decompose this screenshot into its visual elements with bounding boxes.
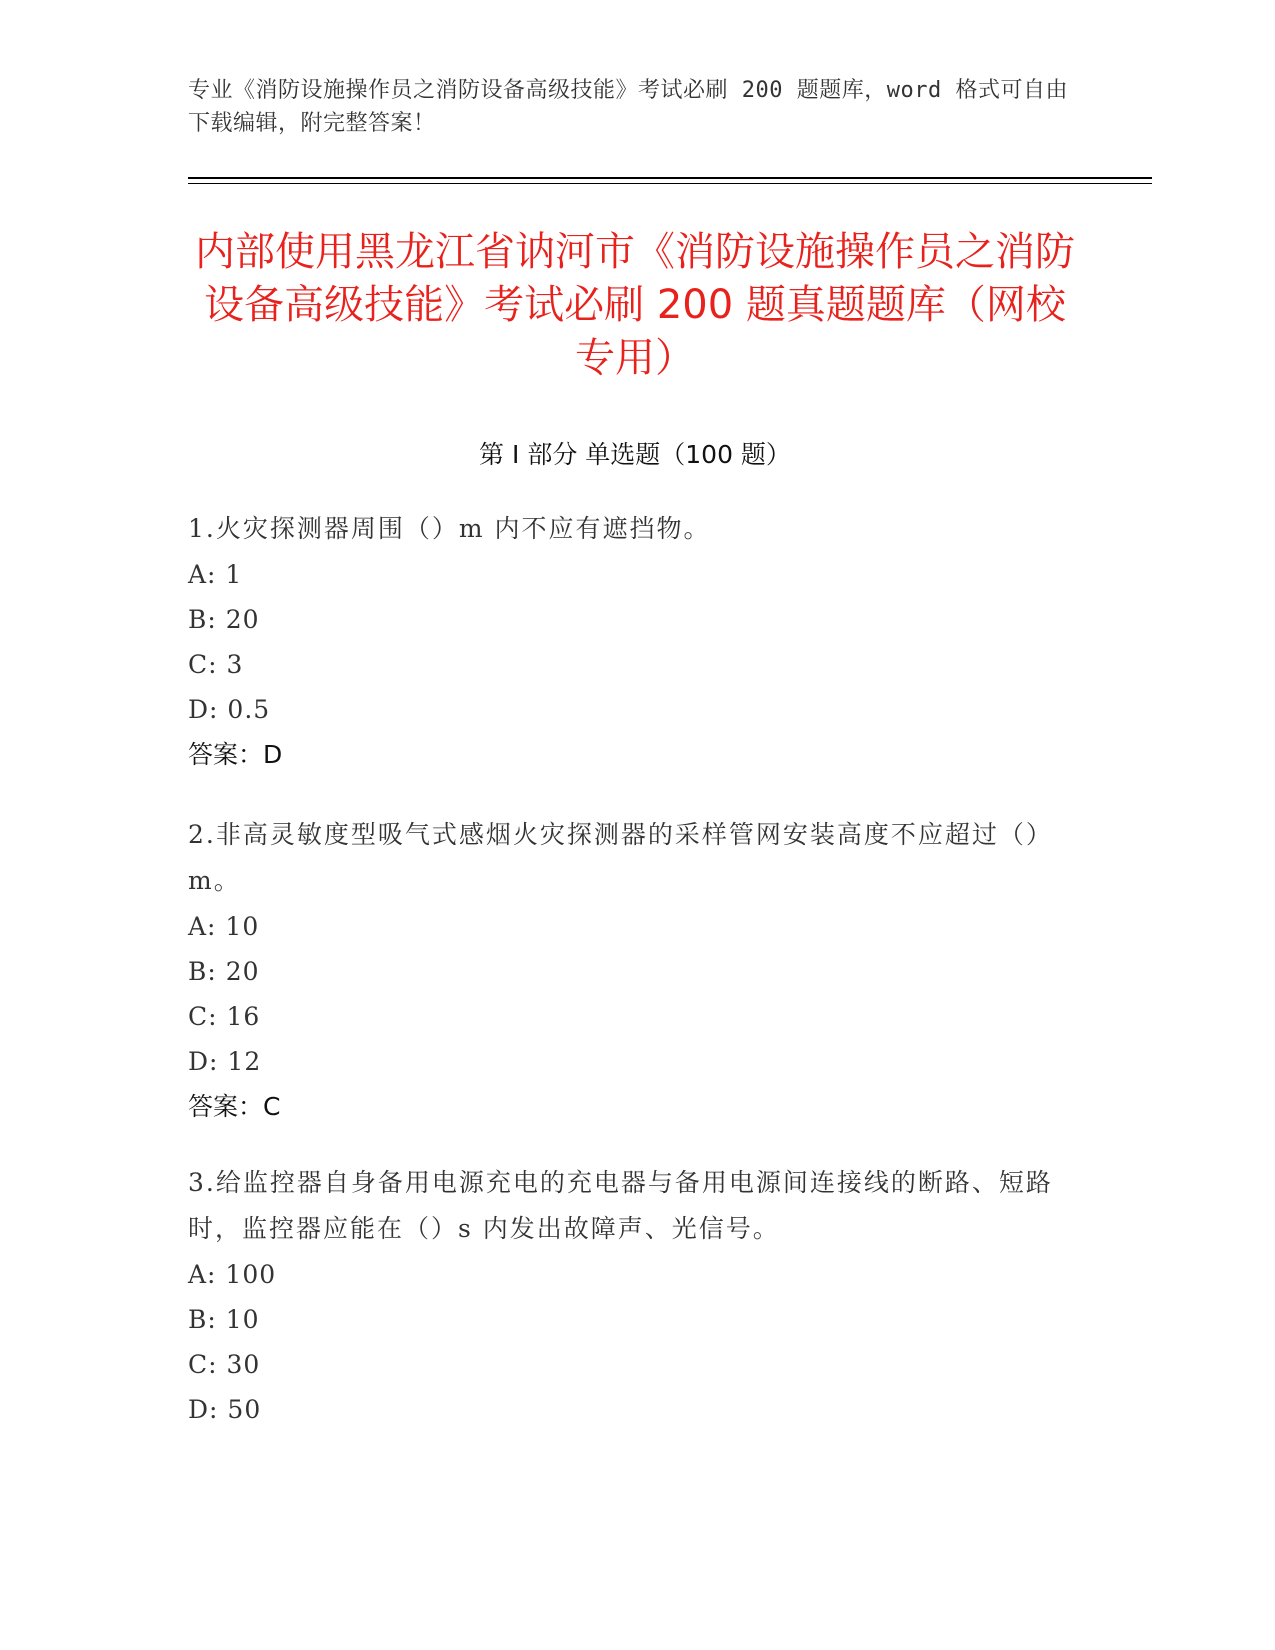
header-divider-thin bbox=[188, 183, 1152, 184]
option-a: A: 10 bbox=[188, 912, 260, 941]
option-a: A: 1 bbox=[188, 560, 243, 589]
option-a: A: 100 bbox=[188, 1260, 277, 1289]
option-c: C: 30 bbox=[188, 1350, 261, 1379]
answer-text: 答案：D bbox=[188, 740, 283, 769]
header-divider-thick bbox=[188, 177, 1152, 179]
option-b: B: 10 bbox=[188, 1305, 260, 1334]
section-heading: 第 I 部分 单选题（100 题） bbox=[479, 440, 791, 469]
document-title: 内部使用黑龙江省讷河市《消防设施操作员之消防设备高级技能》考试必刷 200 题真题题库（网校专用） bbox=[195, 229, 1075, 381]
question-2 bbox=[188, 812, 1068, 1129]
question-1 bbox=[188, 506, 1068, 777]
option-b: B: 20 bbox=[188, 957, 260, 986]
option-b: B: 20 bbox=[188, 605, 260, 634]
option-c: C: 3 bbox=[188, 650, 244, 679]
question-stem: 1.火灾探测器周围（）m 内不应有遮挡物。 bbox=[188, 514, 711, 543]
question-3 bbox=[188, 1160, 1068, 1432]
question-stem: 3.给监控器自身备用电源充电的充电器与备用电源间连接线的断路、短路时，监控器应能在（）s 内发出故障声、光信号。 bbox=[188, 1168, 1053, 1243]
header-note: 专业《消防设施操作员之消防设备高级技能》考试必刷 200 题题库，word 格式可自由下载编辑，附完整答案！ bbox=[188, 78, 1068, 136]
question-stem: 2.非高灵敏度型吸气式感烟火灾探测器的采样管网安装高度不应超过（）m。 bbox=[188, 820, 1053, 895]
option-d: D: 0.5 bbox=[188, 695, 271, 724]
answer-text: 答案：C bbox=[188, 1092, 281, 1121]
option-c: C: 16 bbox=[188, 1002, 261, 1031]
option-d: D: 12 bbox=[188, 1047, 262, 1076]
option-d: D: 50 bbox=[188, 1395, 262, 1424]
